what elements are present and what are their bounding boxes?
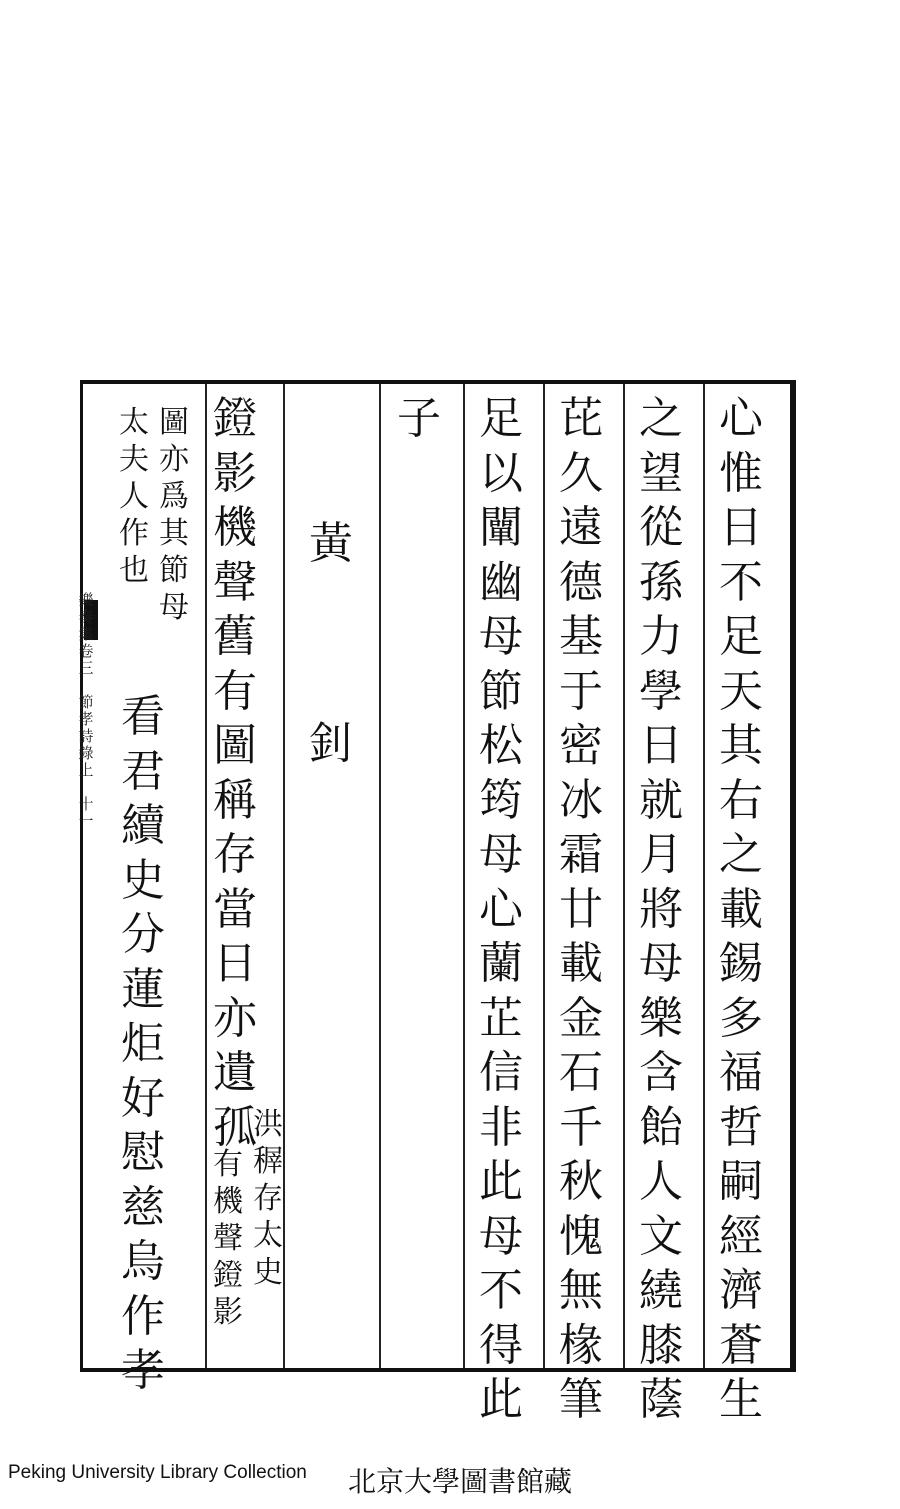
author-column: 黃 釗 xyxy=(309,518,353,769)
text-column-1: 心 惟 日 不 足 天 其 右 之 載 錫 多 福 哲 嗣 經 濟 蒼 生 xyxy=(719,393,763,1425)
note-column-right: 洪 稺 存 太 史 xyxy=(253,1107,283,1290)
poem-column-1: 鐙 影 機 聲 舊 有 圖 稱 存 當 日 亦 遺 孤 xyxy=(213,393,257,1153)
note-column-left: 有 機 聲 鐙 影 xyxy=(213,1147,243,1330)
text-column-4: 足 以 闡 幽 母 節 松 筠 母 心 蘭 芷 信 非 此 母 不 得 此 xyxy=(479,393,523,1425)
footer-english: Peking University Library Collection xyxy=(8,1462,307,1483)
column-rule xyxy=(543,384,545,1368)
column-rule xyxy=(463,384,465,1368)
poem-column-2: 看 君 續 史 分 蓮 炬 好 慰 慈 烏 作 孝 xyxy=(121,691,165,1396)
text-column-2: 之 望 從 孫 力 學 日 就 月 將 母 樂 含 飴 人 文 繞 膝 蔭 xyxy=(639,393,683,1425)
text-column-5: 子 xyxy=(397,393,441,444)
column-rule xyxy=(283,384,285,1368)
page-frame xyxy=(80,380,796,1425)
column-rule xyxy=(205,384,207,1368)
column-rule xyxy=(703,384,705,1368)
title-note-left: 太 夫 人 作 也 xyxy=(119,405,149,588)
text-column-3: 芘 久 遠 德 基 于 密 冰 霜 廿 載 金 石 千 秋 愧 無 椽 筆 xyxy=(559,393,603,1425)
column-rule xyxy=(623,384,625,1368)
footer-chinese: 北京大學圖書館藏 xyxy=(348,1465,573,1498)
column-rule xyxy=(379,384,381,1368)
title-note-right: 圖 亦 爲 其 節 母 xyxy=(159,405,189,625)
margin-caption: 樂 奏 集 卷 三 節 孝 詩 錄 上 十 一 xyxy=(78,591,94,830)
